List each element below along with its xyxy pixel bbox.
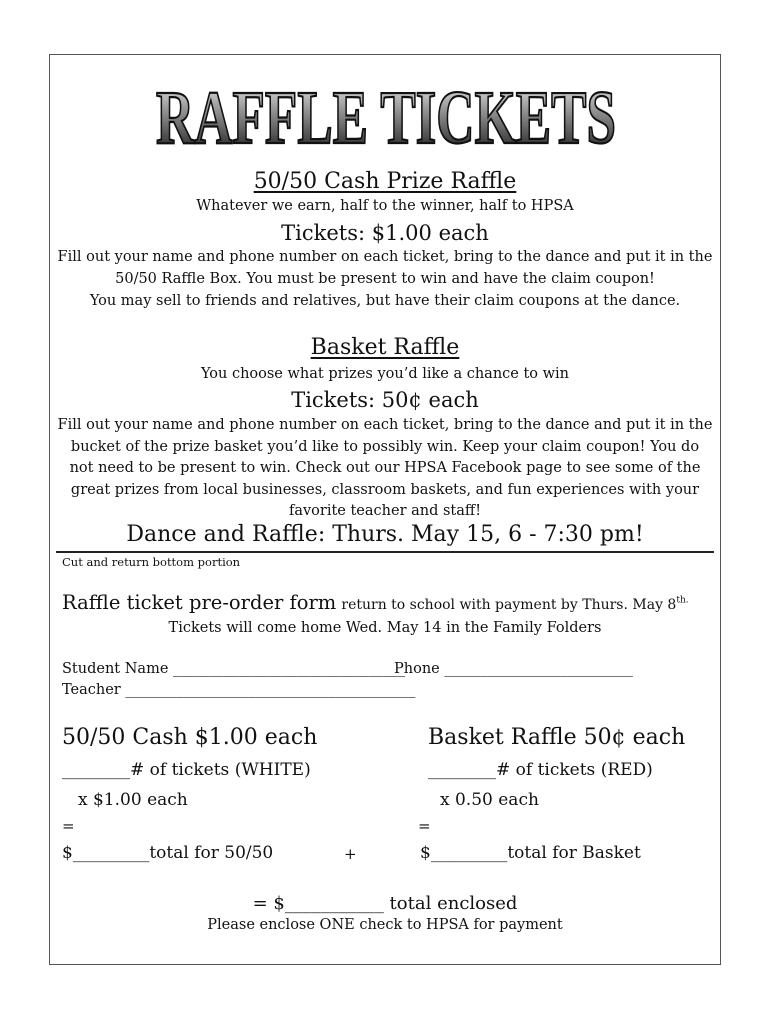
payment-note: Please enclose ONE check to HPSA for payment — [207, 917, 563, 933]
basket-raffle-price: Tickets: 50¢ each — [291, 388, 479, 412]
event-date: Dance and Raffle: Thurs. May 15, 6 - 7:30 pm! — [126, 522, 644, 547]
form-title: Raffle ticket pre-order form — [62, 591, 337, 614]
teacher-field: Teacher ________________________________________ — [62, 682, 416, 698]
cash-raffle-price: Tickets: $1.00 each — [281, 221, 489, 245]
cash-raffle-heading: 50/50 Cash Prize Raffle — [253, 169, 517, 194]
cash-column-heading: 50/50 Cash $1.00 each — [62, 725, 318, 750]
basket-raffle-line: favorite teacher and staff! — [288, 503, 482, 519]
basket-raffle-heading: Basket Raffle — [310, 335, 460, 360]
cash-raffle-line: You may sell to friends and relatives, but have their claim coupons at the dance. — [89, 293, 681, 309]
cash-total: $_________total for 50/50 — [62, 843, 274, 863]
form-home-note: Tickets will come home Wed. May 14 in the Family Folders — [168, 620, 602, 636]
basket-raffle-line: great prizes from local businesses, classroom baskets, and fun experiences with your — [70, 482, 700, 498]
cut-line — [56, 551, 714, 553]
raffle-flyer — [49, 54, 721, 965]
form-return-sup: th. — [676, 595, 689, 606]
total-enclosed: = $___________ total enclosed — [252, 893, 518, 914]
plus-sign: + — [344, 845, 357, 863]
basket-multiplier: x 0.50 each — [440, 790, 539, 810]
form-return-note: return to school with payment by Thurs. May 8 — [341, 597, 677, 613]
raffle-tickets-title-text: RAFFLE TICKETS — [156, 76, 616, 160]
cash-multiplier: x $1.00 each — [78, 790, 188, 810]
cash-raffle-subtitle: Whatever we earn, half to the winner, half to HPSA — [196, 198, 574, 214]
form-title-line — [62, 591, 689, 614]
basket-raffle-subtitle: You choose what prizes you’d like a chance to win — [200, 366, 570, 382]
cut-note: Cut and return bottom portion — [62, 555, 241, 569]
cash-raffle-line: 50/50 Raffle Box. You must be present to win and have the claim coupon! — [115, 271, 655, 287]
basket-raffle-line: bucket of the prize basket you’d like to possibly win. Keep your claim coupon! You do — [70, 439, 700, 455]
cash-raffle-line: Fill out your name and phone number on each ticket, bring to the dance and put it in the — [57, 249, 713, 265]
phone-field: Phone __________________________ — [394, 661, 633, 677]
cash-ticket-count: ________# of tickets (WHITE) — [62, 760, 311, 780]
basket-total: $_________total for Basket — [420, 843, 641, 863]
student-name-field: Student Name ________________________________ — [62, 661, 406, 677]
basket-raffle-line: not need to be present to win. Check out our HPSA Facebook page to see some of the — [69, 460, 701, 476]
basket-raffle-line: Fill out your name and phone number on each ticket, bring to the dance and put it in the — [57, 417, 713, 433]
basket-ticket-count: ________# of tickets (RED) — [428, 760, 653, 780]
cash-equals: = — [62, 817, 75, 835]
basket-column-heading: Basket Raffle 50¢ each — [428, 725, 686, 750]
raffle-tickets-title — [150, 67, 622, 160]
basket-equals: = — [418, 817, 431, 835]
